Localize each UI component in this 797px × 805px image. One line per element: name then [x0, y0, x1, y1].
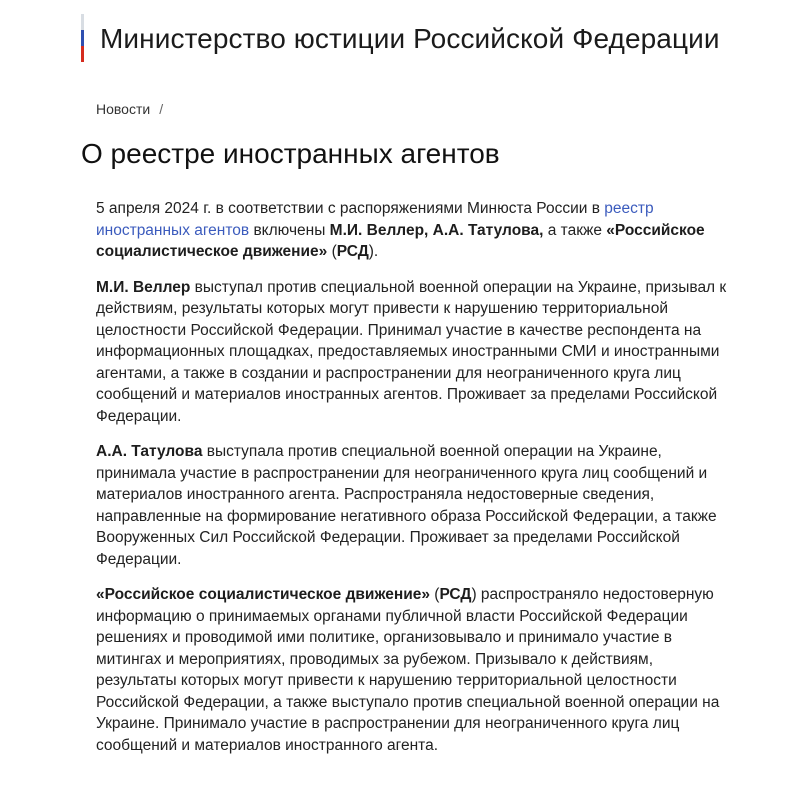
flag-red-band	[81, 46, 84, 62]
article-body	[96, 198, 736, 770]
paragraph-text: выступал против специальной военной операции на Украине, призывал к действиям, результаты которых могут привести к нарушению территориальной целостности Российской Федерации. Принимал участие в качестве респондента на информационных площадках, предоставляемых иностранными СМИ и иностранными агентами, а также в создании и распространении для неограниченного круга лиц сообщений и материалов иностранных агентов. Проживает за пределами Российской Федерации.	[96, 278, 727, 425]
intro-text: включены	[249, 221, 330, 239]
organization-name: «Российское социалистическое движение»	[96, 586, 430, 603]
person-name: А.А. Татулова	[96, 443, 203, 460]
paragraph-text: выступала против специальной военной операции на Украине, принимала участие в распространении для неограниченного круга лиц сообщений и материалов иностранного агента. Распространяла недостоверные сведения, направленные на формирование негативного образа Российской Федерации, а также Вооруженных Сил Российской Федерации. Проживает за пределами Российской Федерации.	[96, 443, 717, 568]
registry-link[interactable]: реестр иностранных агентов	[96, 200, 654, 239]
article-paragraph-tatulova	[96, 441, 736, 570]
person-name: М.И. Веллер	[96, 278, 191, 296]
organization-abbr: РСД	[439, 586, 472, 603]
intro-text: а также	[543, 221, 607, 239]
page-title: О реестре иностранных агентов	[81, 138, 500, 169]
intro-abbr: РСД	[336, 243, 369, 260]
article-paragraph-veller	[96, 277, 736, 428]
flag-stripe	[81, 14, 84, 62]
flag-blue-band	[81, 30, 84, 46]
paragraph-text: распространяло недостоверную информацию о принимаемых органами публичной власти Российской Федерации решениях и проводимой ими политике, организовывало и принимало участие в митингах и мероприятиях, проводимых за рубежом. Призывало к действиям, результаты которых могут привести к нарушению территориальной целостности Российской Федерации, а также выступало против специальной военной операции на Украине. Принимало участие в распространении для неограниченного круга лиц сообщений и материалов иностранного агента.	[96, 586, 720, 754]
intro-text: (	[327, 243, 337, 260]
intro-organization: «Российское социалистическое движение»	[96, 221, 705, 260]
paragraph-text: (	[430, 586, 440, 603]
breadcrumb	[96, 99, 163, 119]
paragraph-text: )	[471, 586, 477, 603]
breadcrumb-separator: /	[159, 101, 164, 117]
intro-text: 5 апреля 2024 г. в соответствии с распоряжениями Минюста России в	[96, 200, 605, 217]
article-paragraph-rsd	[96, 584, 736, 756]
site-title[interactable]: Министерство юстиции Российской Федерации	[100, 23, 720, 54]
flag-white-band	[81, 14, 84, 30]
article-paragraph-intro	[96, 198, 736, 263]
breadcrumb-link-news[interactable]: Новости	[96, 101, 151, 117]
intro-text: ).	[368, 243, 379, 260]
intro-names: М.И. Веллер, А.А. Татулова,	[329, 221, 544, 239]
